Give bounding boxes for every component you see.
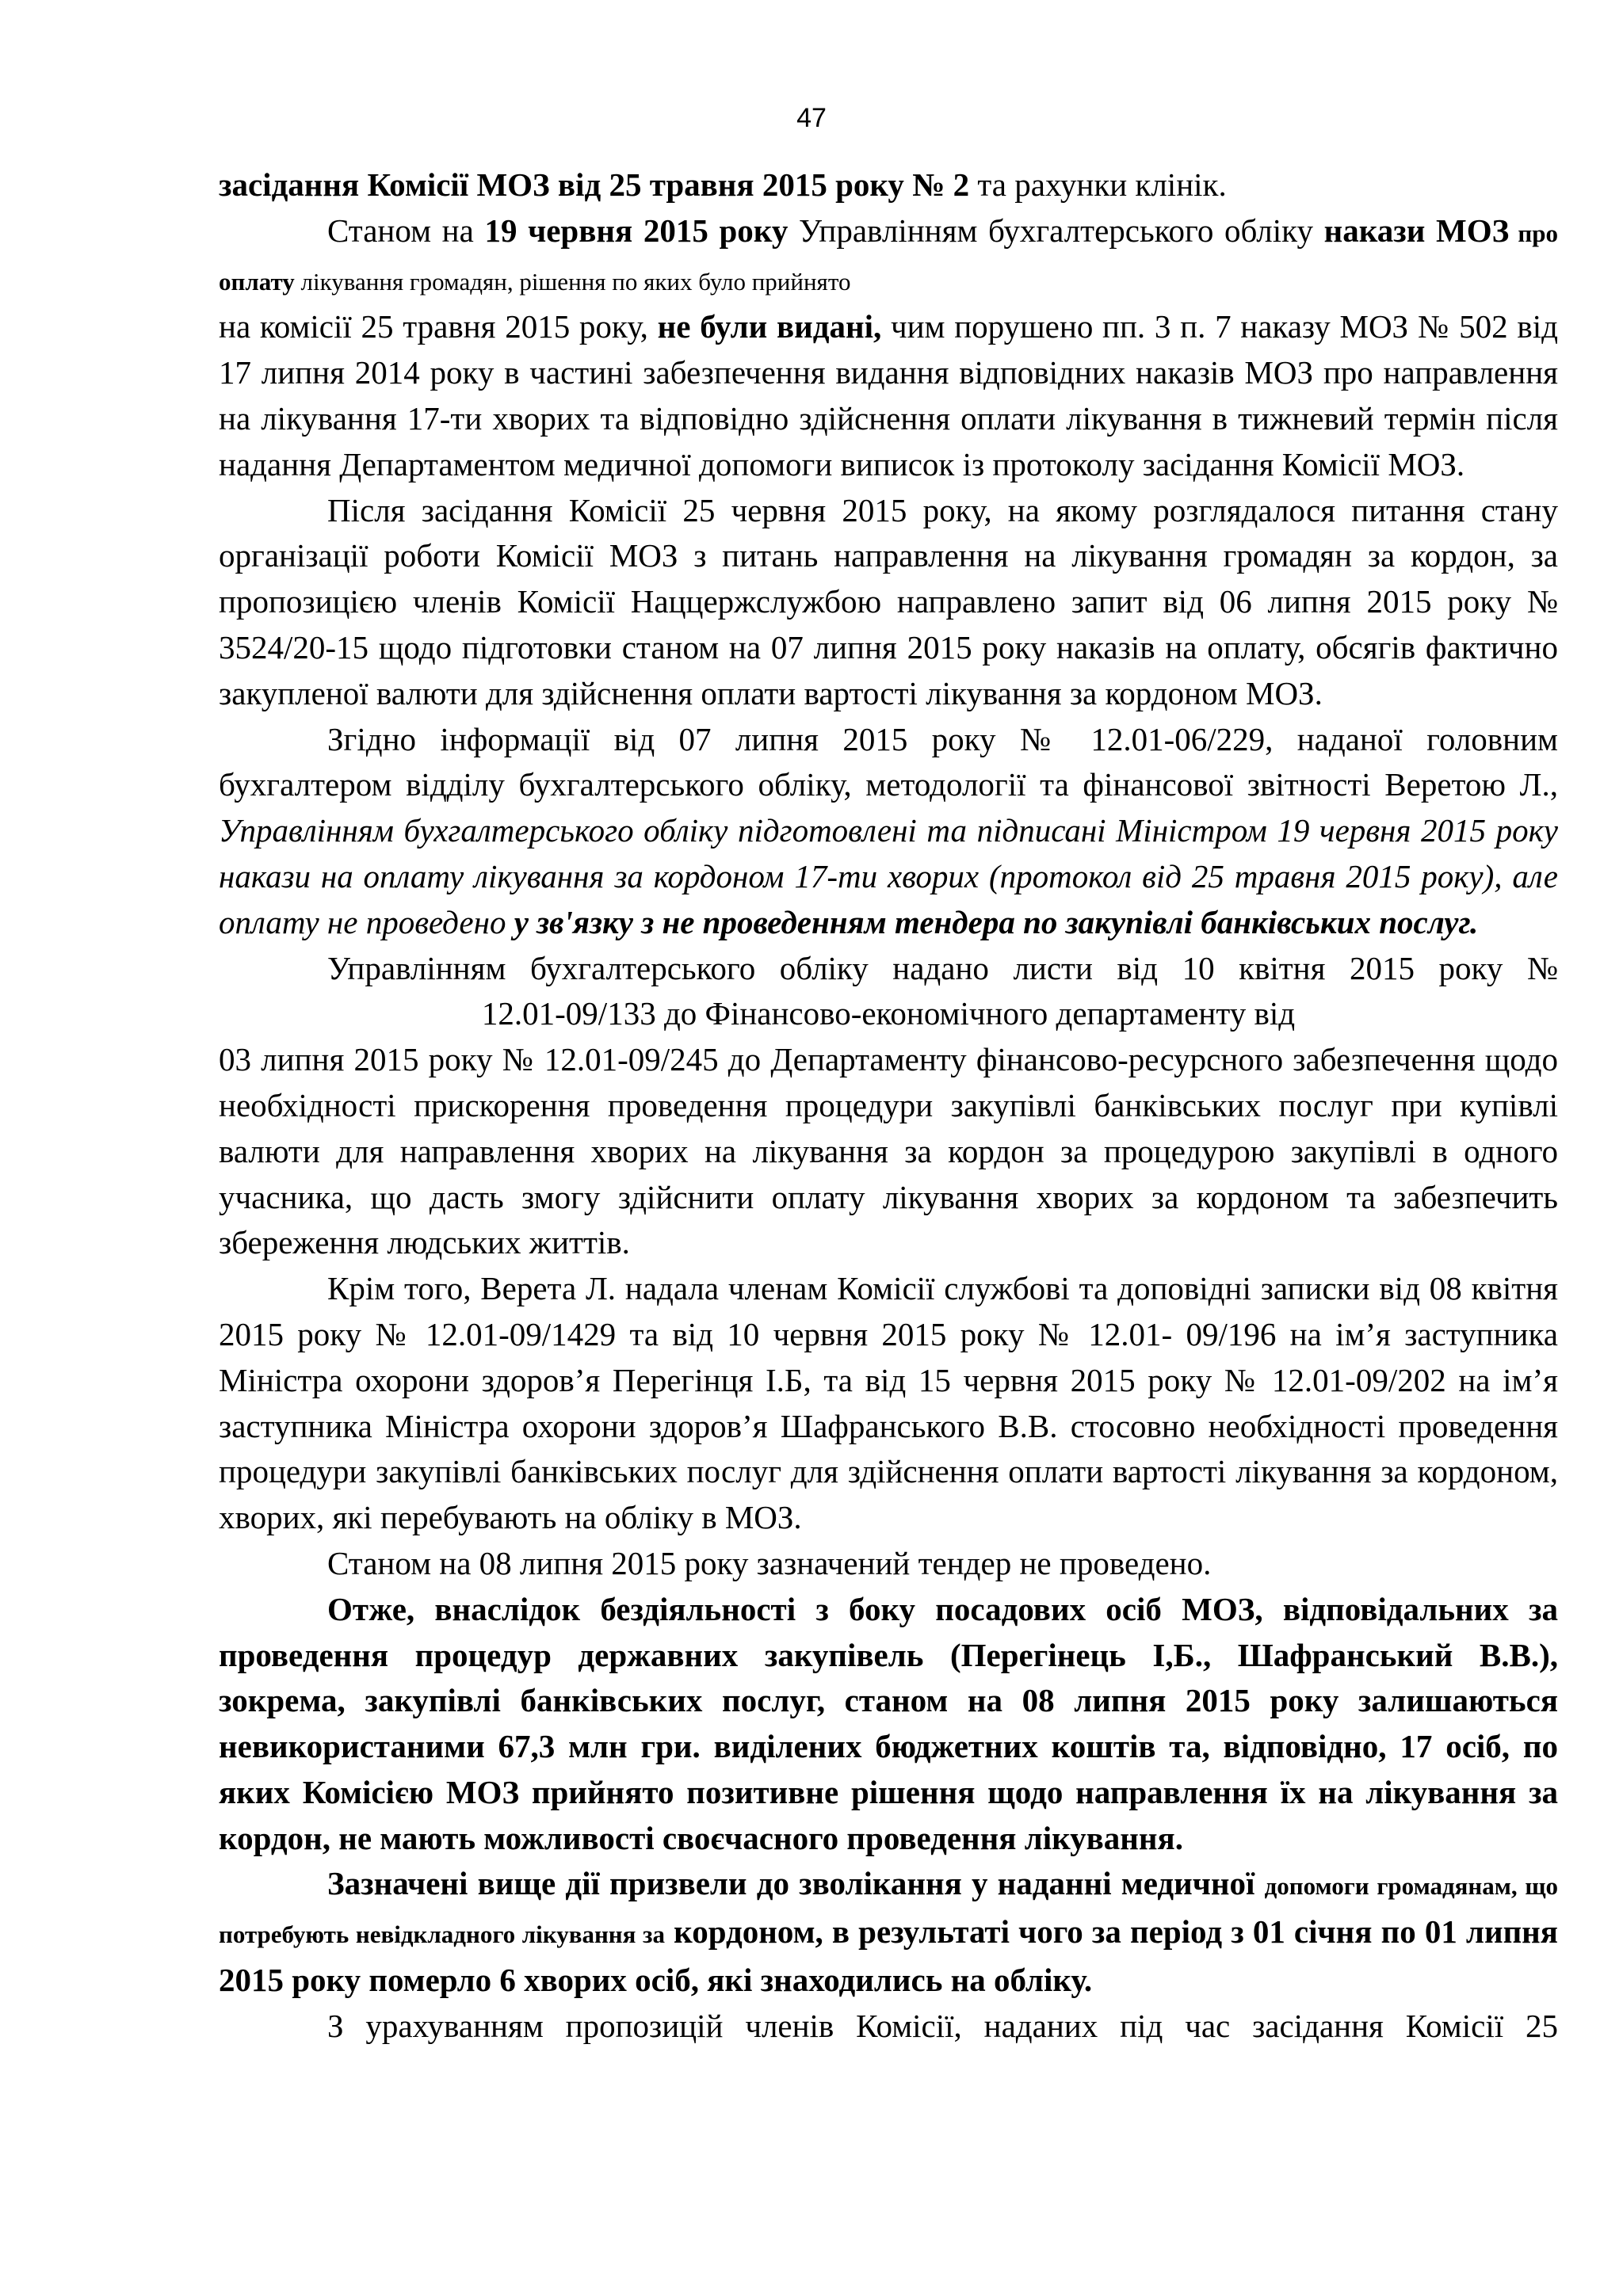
text-run: кордоном, в результаті чого за період з 01 січня по 01 липня 2015 року померло 6 хворих осіб, які знаходились на обліку. [219, 1913, 1558, 1999]
document-body [219, 162, 1558, 2050]
text-run: Зазначені вище дії призвели до зволікання у наданні медичної [327, 1865, 1265, 1902]
paragraph-8 [219, 1587, 1558, 1862]
paragraph-9 [219, 1861, 1558, 2003]
text-run: у зв'язку з не проведенням тендера по закупівлі банківських послуг. [514, 903, 1479, 940]
paragraph-4 [219, 717, 1558, 946]
text-run: не були видані, [657, 308, 882, 345]
paragraph-1 [219, 162, 1558, 208]
paragraph-3 [219, 488, 1558, 717]
text-run: Згідно інформації від 07 липня 2015 року № 12.01-06/229, наданої головним бухгалтером відділу бухгалтерського обліку, методології та фінансової звітності Веретою Л., [219, 720, 1558, 803]
text-run: чим порушено пп. 3 п. 7 наказу МОЗ № 502 від 17 липня 2014 року в частині забезпечення видання відповідних наказів МОЗ про направлення на лікування 17-ти хворих та відповідно здійснення оплати лікування в тижневий термін після надання Департаментом медичної допомоги виписок із протоколу засідання Комісії МОЗ. [219, 308, 1558, 482]
text-run: на комісії 25 травня 2015 року, [219, 308, 658, 345]
paragraph-2 [219, 208, 1558, 488]
paragraph-7 [219, 1541, 1558, 1587]
text-run: Після засідання Комісії 25 червня 2015 року, на якому розглядалося питання стану організації роботи Комісії МОЗ з питань направлення на лікування громадян за кордон, за пропозицією членів Комісії Наццержслужбою направлено запит від 06 липня 2015 року № 3524/20-15 щодо підготовки станом на 07 липня 2015 року наказів на оплату, обсягів фактично закупленої валюти для здійснення оплати вартості лікування за кордоном МОЗ. [219, 491, 1558, 711]
text-run: Управлінням бухгалтерського обліку підготовлені та підписані Міністром 19 червня 2015 року накази на оплату лікування за кордоном 17-ти хворих (протокол від 25 травня 2015 року), але оплату не проведено [219, 812, 1558, 940]
text-run: про оплату [219, 219, 1558, 296]
paragraph-6 [219, 1266, 1558, 1541]
text-run: Станом на [327, 212, 485, 249]
text-run: та рахунки клінік. [969, 166, 1227, 203]
paragraph-5-line-2 [219, 991, 1558, 1037]
text-run: З урахуванням пропозицій членів Комісії, наданих під час засідання Комісії 25 [327, 2007, 1558, 2044]
text-run: допомоги громадянам, що потребують невідкладного лікування за [219, 1872, 1558, 1949]
paragraph-5-line-1 [219, 946, 1558, 992]
text-run: засідання Комісії МОЗ від 25 травня 2015 року № 2 [219, 166, 970, 203]
paragraph-10 [219, 2004, 1558, 2050]
text-run: накази МОЗ [1323, 212, 1510, 249]
text-run: 03 липня 2015 року № 12.01-09/245 до Департаменту фінансово-ресурсного забезпечення щодо необхідності прискорення проведення процедури закупівлі банківських послуг при купівлі валюти для направлення хворих на лікування за кордон за процедурою закупівлі в одного учасника, що дасть змогу здійснити оплату лікування хворих за кордоном та забезпечить збереження людських життів. [219, 1041, 1558, 1261]
text-run: Крім того, Верета Л. надала членам Комісії службові та доповідні записки від 08 квітня 2015 року № 12.01-09/1429 та від 10 червня 2015 року № 12.01- 09/196 на ім’я заступника Міністра охорони здоров’я Перегінця І.Б, та від 15 червня 2015 року № 12.01-09/202 на ім’я заступника Міністра охорони здоров’я Шафранського В.В. стосовно необхідності проведення процедури закупівлі банківських послуг для здійснення оплати вартості лікування за кордоном, хворих, які перебувають на обліку в МОЗ. [219, 1270, 1558, 1536]
text-run: лікування громадян, рішення по яких було прийнято [294, 267, 851, 296]
text-run: Управлінням бухгалтерського обліку надано листи від 10 квітня 2015 року № [327, 949, 1558, 986]
paragraph-5-rest [219, 1037, 1558, 1266]
text-run: 19 червня 2015 року [484, 212, 789, 249]
text-run: 12.01-09/133 до Фінансово-економічного департаменту від [481, 995, 1296, 1032]
text-run: Управлінням бухгалтерського обліку [788, 212, 1324, 249]
text-run: Отже, внаслідок бездіяльності з боку посадових осіб МОЗ, відповідальних за проведення процедур державних закупівель (Перегінець І,Б., Шафранський В.В.), зокрема, закупівлі банківських послуг, станом на 08 липня 2015 року залишаються невикористаними 67,3 млн гри. виділених бюджетних коштів та, відповідно, 17 осіб, по яких Комісією МОЗ прийнято позитивне рішення щодо направлення їх на лікування за кордон, не мають можливості своєчасного проведення лікування. [219, 1590, 1558, 1856]
text-run: Станом на 08 липня 2015 року зазначений тендер не проведено. [327, 1544, 1212, 1581]
page-number: 47 [796, 103, 827, 133]
